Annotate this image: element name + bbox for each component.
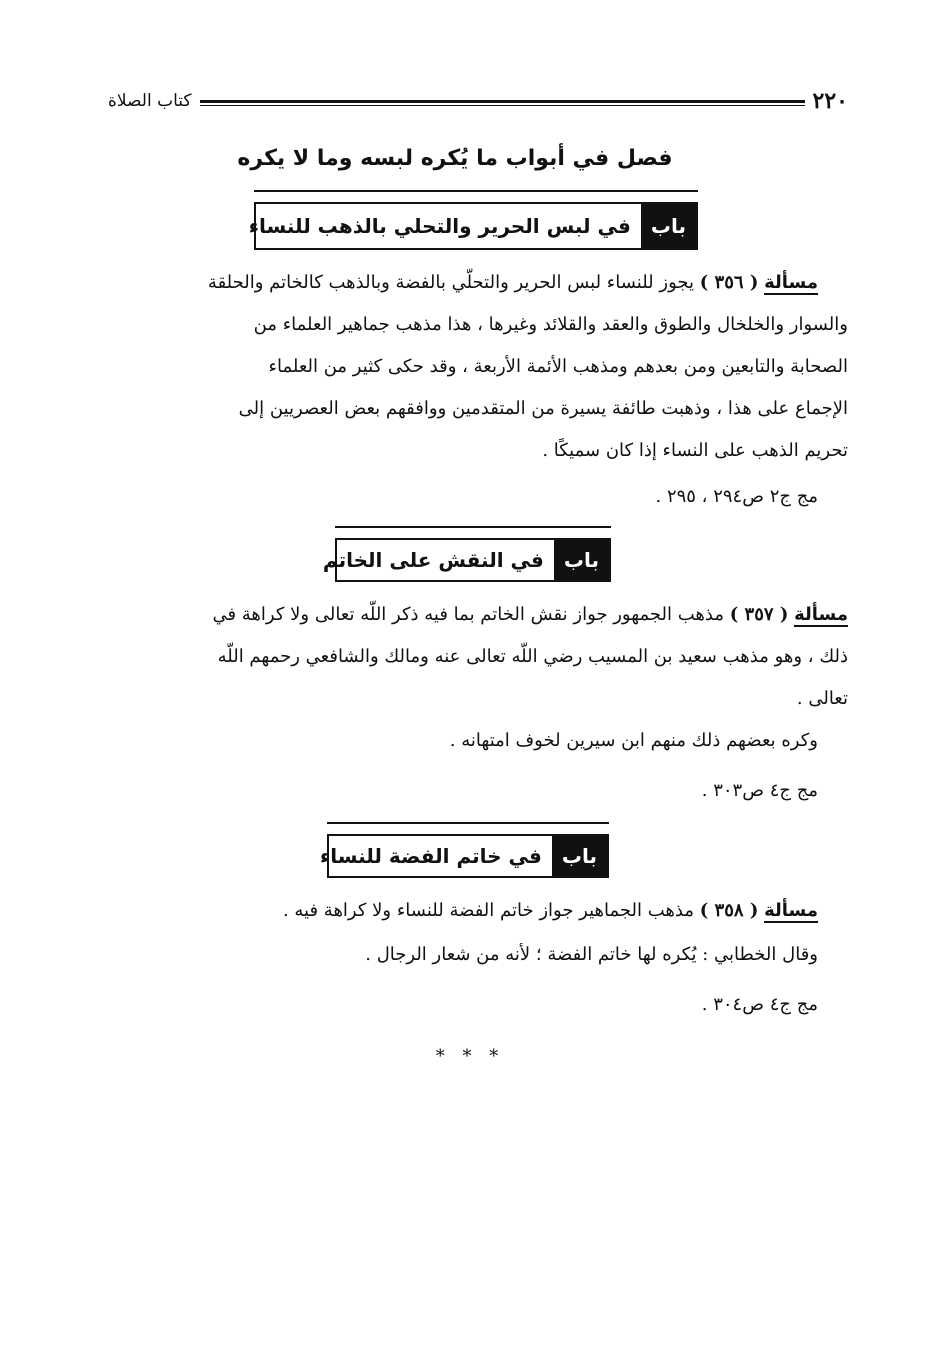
masala-line xyxy=(108,594,848,636)
text-line: تعالى . xyxy=(796,688,848,709)
source-reference: مج ج٤ ص٣٠٤ . xyxy=(701,994,818,1015)
header-rule xyxy=(200,100,805,103)
text-line: مذهب الجماهير جواز خاتم الفضة للنساء ولا كراهة فيه . xyxy=(282,900,695,921)
masala-number: ( ٣٥٨ ) xyxy=(699,900,759,921)
text-line: الإجماع على هذا ، وذهبت طائفة يسيرة من المتقدمين ووافقهم بعض العصريين إلى xyxy=(238,398,848,419)
bab-label: باب xyxy=(552,836,607,876)
section-title: في النقش على الخاتم xyxy=(322,548,544,572)
bab-label: باب xyxy=(641,204,696,248)
section-heading-ring-engraving xyxy=(322,538,611,582)
section-heading-silk-gold xyxy=(248,202,698,250)
section-rule xyxy=(327,822,609,824)
text-line: مذهب الجمهور جواز نقش الخاتم بما فيه ذكر اللّه تعالى ولا كراهة في xyxy=(212,604,725,625)
section-title: في لبس الحرير والتحلي بالذهب للنساء xyxy=(248,214,631,238)
masala-label: مسألة xyxy=(764,272,818,293)
masala-line xyxy=(283,890,818,932)
bab-label: باب xyxy=(554,540,609,580)
masala-number: ( ٣٥٧ ) xyxy=(729,604,789,625)
section-rule xyxy=(254,190,698,192)
text-line: وكره بعضهم ذلك منهم ابن سيرين لخوف امتهانه . xyxy=(449,730,818,751)
section-rule xyxy=(335,526,611,528)
page-number: ٢٢٠ xyxy=(812,88,848,114)
page-header xyxy=(108,86,848,116)
masala-line xyxy=(108,262,818,304)
text-line: وقال الخطابي : يُكره لها خاتم الفضة ؛ لأنه من شعار الرجال . xyxy=(365,944,818,965)
masala-label: مسألة xyxy=(794,604,848,625)
text-line: والسوار والخلخال والطوق والعقد والقلائد وغيرها ، هذا مذهب جماهير العلماء من xyxy=(253,314,848,335)
text-line: يجوز للنساء لبس الحرير والتحلّي بالفضة وبالذهب كالخاتم والحلقة xyxy=(207,272,695,293)
section-title: في خاتم الفضة للنساء xyxy=(320,844,542,868)
text-line: الصحابة والتابعين ومن بعدهم ومذهب الأئمة الأربعة ، وقد حكى كثير من العلماء xyxy=(268,356,848,377)
masala-number: ( ٣٥٦ ) xyxy=(699,272,759,293)
chapter-title: فصل في أبواب ما يُكره لبسه وما لا يكره xyxy=(237,146,673,171)
masala-label: مسألة xyxy=(764,900,818,921)
end-mark: * * * xyxy=(435,1046,505,1067)
source-reference: مج ج٢ ص٢٩٤ ، ٢٩٥ . xyxy=(655,486,818,507)
text-line: ذلك ، وهو مذهب سعيد بن المسيب رضي اللّه تعالى عنه ومالك والشافعي رحمهم اللّه xyxy=(217,646,848,667)
section-heading-silver-ring xyxy=(320,834,609,878)
text-line: تحريم الذهب على النساء إذا كان سميكًا . xyxy=(542,440,848,461)
source-reference: مج ج٤ ص٣٠٣ . xyxy=(701,780,818,801)
book-title: كتاب الصلاة xyxy=(108,91,192,111)
